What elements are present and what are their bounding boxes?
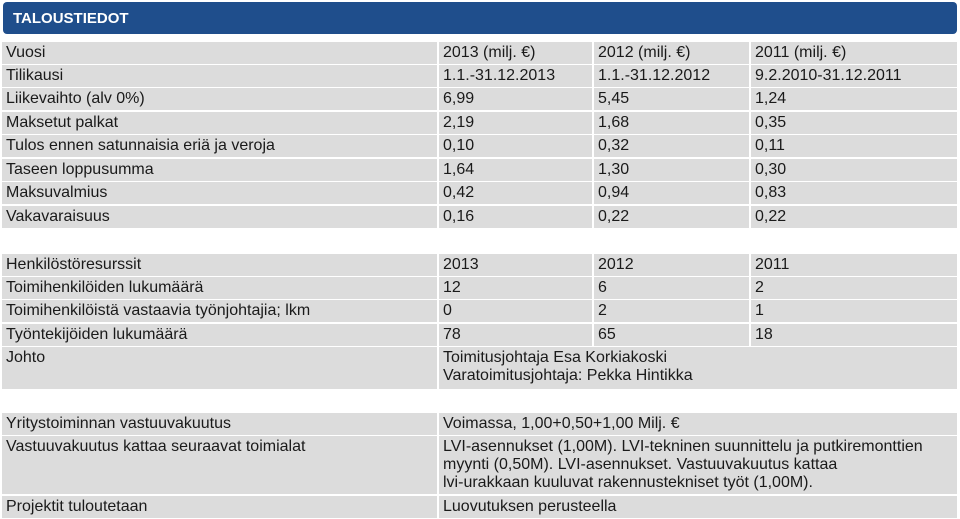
deputy-ceo-line: Varatoimitusjohtaja: Pekka Hintikka <box>443 367 693 384</box>
cell-2011: 9.2.2010-31.12.2011 <box>751 65 957 87</box>
table-row <box>0 112 960 134</box>
management-row <box>0 347 960 389</box>
cell-2013: 2,19 <box>439 112 592 134</box>
row-label: Henkilöstöresurssit <box>2 254 437 276</box>
row-label: Taseen loppusumma <box>2 159 437 181</box>
cell-2012: 6 <box>594 277 749 299</box>
cell-2011: 0,22 <box>751 206 957 228</box>
table-row <box>0 206 960 228</box>
cell-2011: 1 <box>751 300 957 322</box>
row-label: Maksetut palkat <box>2 112 437 134</box>
ceo-line: Toimitusjohtaja Esa Korkiakoski <box>443 349 668 366</box>
table-row <box>0 182 960 204</box>
scope-label: Vastuuvakuutus kattaa seuraavat toimialat <box>2 436 437 494</box>
cell-2011: 1,24 <box>751 88 957 110</box>
cell-2011: 2011 (milj. €) <box>751 42 957 64</box>
row-label: Maksuvalmius <box>2 182 437 204</box>
cell-2011: 0,83 <box>751 182 957 204</box>
row-label: Vuosi <box>2 42 437 64</box>
cell-2013: 6,99 <box>439 88 592 110</box>
scope-line: myynti (0,50M). LVI-asennukset. Vastuuvakuutus kattaa <box>443 456 838 473</box>
cell-2012: 1.1.-31.12.2012 <box>594 65 749 87</box>
table-row <box>0 65 960 87</box>
cell-2012: 2012 (milj. €) <box>594 42 749 64</box>
cell-2011: 0,30 <box>751 159 957 181</box>
cell-2011: 2 <box>751 277 957 299</box>
cell-2012: 2012 <box>594 254 749 276</box>
cell-2013: 78 <box>439 324 592 346</box>
scope-line: lvi-urakkaan kuuluvat rakennustekniset työt (1,00M). <box>443 474 813 491</box>
cell-2012: 2 <box>594 300 749 322</box>
table-row <box>0 254 960 276</box>
cell-2013: 1,64 <box>439 159 592 181</box>
table-row <box>0 496 960 518</box>
table-row <box>0 277 960 299</box>
cell-2012: 1,68 <box>594 112 749 134</box>
management-label: Johto <box>2 347 437 389</box>
cell-2012: 0,94 <box>594 182 749 204</box>
cell-2013: 0 <box>439 300 592 322</box>
row-label: Liikevaihto (alv 0%) <box>2 88 437 110</box>
cell-2012: 0,32 <box>594 135 749 157</box>
cell-2013: 0,42 <box>439 182 592 204</box>
coverage-label: Yritystoiminnan vastuuvakuutus <box>2 413 437 435</box>
row-label: Vakavaraisuus <box>2 206 437 228</box>
scope-line: LVI-asennukset (1,00M). LVI-tekninen suunnittelu ja putkiremonttien <box>443 438 923 455</box>
row-label: Työntekijöiden lukumäärä <box>2 324 437 346</box>
coverage-value: Voimassa, 1,00+0,50+1,00 Milj. € <box>439 413 957 435</box>
table-row <box>0 159 960 181</box>
cell-2013: 2013 <box>439 254 592 276</box>
cell-2013: 0,10 <box>439 135 592 157</box>
table-row <box>0 135 960 157</box>
row-label: Toimihenkilöistä vastaavia työnjohtajia; lkm <box>2 300 437 322</box>
projects-value: Luovutuksen perusteella <box>439 496 957 518</box>
table-row <box>0 42 960 64</box>
cell-2011: 0,35 <box>751 112 957 134</box>
cell-2013: 1.1.-31.12.2013 <box>439 65 592 87</box>
table-row <box>0 436 960 494</box>
cell-2012: 65 <box>594 324 749 346</box>
cell-2011: 2011 <box>751 254 957 276</box>
cell-2013: 12 <box>439 277 592 299</box>
row-label: Tilikausi <box>2 65 437 87</box>
row-label: Tulos ennen satunnaisia eriä ja veroja <box>2 135 437 157</box>
table-row <box>0 88 960 110</box>
cell-2012: 5,45 <box>594 88 749 110</box>
row-label: Toimihenkilöiden lukumäärä <box>2 277 437 299</box>
cell-2013: 0,16 <box>439 206 592 228</box>
cell-2011: 18 <box>751 324 957 346</box>
table-row <box>0 413 960 435</box>
section-header <box>3 2 957 34</box>
projects-label: Projektit tuloutetaan <box>2 496 437 518</box>
scope-value <box>439 436 957 494</box>
management-value <box>439 347 957 389</box>
cell-2012: 1,30 <box>594 159 749 181</box>
table-row <box>0 300 960 322</box>
cell-2013: 2013 (milj. €) <box>439 42 592 64</box>
cell-2011: 0,11 <box>751 135 957 157</box>
table-row <box>0 324 960 346</box>
section-title: TALOUSTIEDOT <box>13 9 129 27</box>
cell-2012: 0,22 <box>594 206 749 228</box>
